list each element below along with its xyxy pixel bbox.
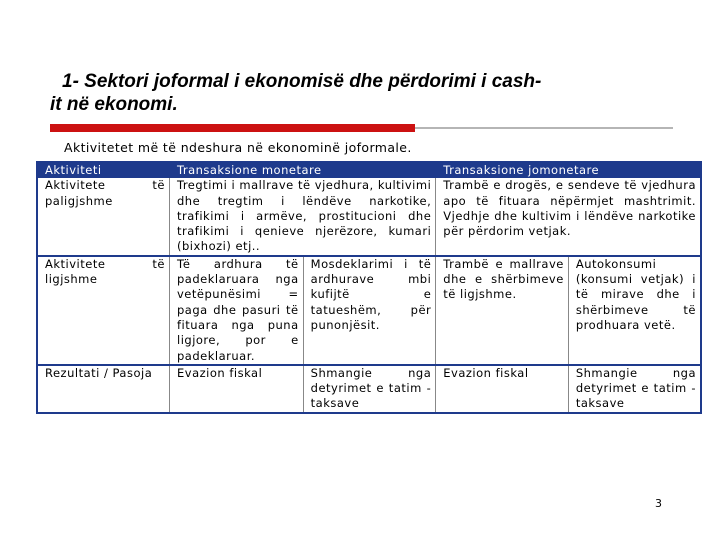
cell-legal-nonmonetary-2: Autokonsumi (konsumi vetjak) i të mirave dhe i shërbimeve të prodhuara vetë. — [568, 256, 701, 365]
cell-legal-nonmonetary-1: Trambë e mallrave dhe e shërbimeve të ligjshme. — [436, 256, 569, 365]
table-row — [37, 365, 701, 413]
row-label-legal: Aktivitete të ligjshme — [37, 256, 170, 365]
title-line-1: 1- Sektori joformal i ekonomisë dhe përdorimi i cash- — [62, 71, 542, 92]
cell-legal-monetary-2: Mosdeklarimi i të ardhurave mbi kufijtë e tatueshëm, për punonjësit. — [303, 256, 436, 365]
header-activity: Aktiviteti — [37, 162, 170, 178]
table-caption: Aktivitetet më të ndeshura në ekonominë joformale. — [64, 140, 412, 155]
divider-line — [415, 127, 673, 129]
table-row — [37, 256, 701, 365]
cell-legal-monetary-1: Të ardhura të padeklaruara nga vetëpunësimi = paga dhe pasuri të fituara nga puna ligjore, por e padeklaruar. — [170, 256, 304, 365]
title-line-2: it në ekonomi. — [50, 94, 178, 115]
header-nonmonetary: Transaksione jomonetare — [436, 162, 701, 178]
row-label-illegal: Aktivitete të paligjshme — [37, 178, 170, 255]
table-row — [37, 178, 701, 255]
cell-result-monetary-2: Shmangie nga detyrimet e tatim - taksave — [303, 365, 436, 413]
accent-bar — [50, 124, 415, 132]
cell-illegal-nonmonetary: Trambë e drogës, e sendeve të vjedhura apo të fituara nëpërmjet mashtrimit. Vjedhje dhe kultivim i lëndëve narkotike për përdorim vetjak. — [436, 178, 701, 255]
table-header-row — [37, 162, 701, 178]
cell-result-monetary-1: Evazion fiskal — [170, 365, 304, 413]
activities-table — [36, 161, 702, 414]
cell-result-nonmonetary-1: Evazion fiskal — [436, 365, 569, 413]
cell-result-nonmonetary-2: Shmangie nga detyrimet e tatim - taksave — [568, 365, 701, 413]
slide-title — [50, 70, 690, 116]
header-monetary: Transaksione monetare — [170, 162, 436, 178]
cell-illegal-monetary: Tregtimi i mallrave të vjedhura, kultivimi dhe tregtim i lëndëve narkotike, trafikimi i armëve, prostitucioni dhe trafikimi i qenieve njerëzore, kumari (bixhozi) etj.. — [170, 178, 436, 255]
page-number: 3 — [655, 497, 662, 510]
row-label-result: Rezultati / Pasoja — [37, 365, 170, 413]
